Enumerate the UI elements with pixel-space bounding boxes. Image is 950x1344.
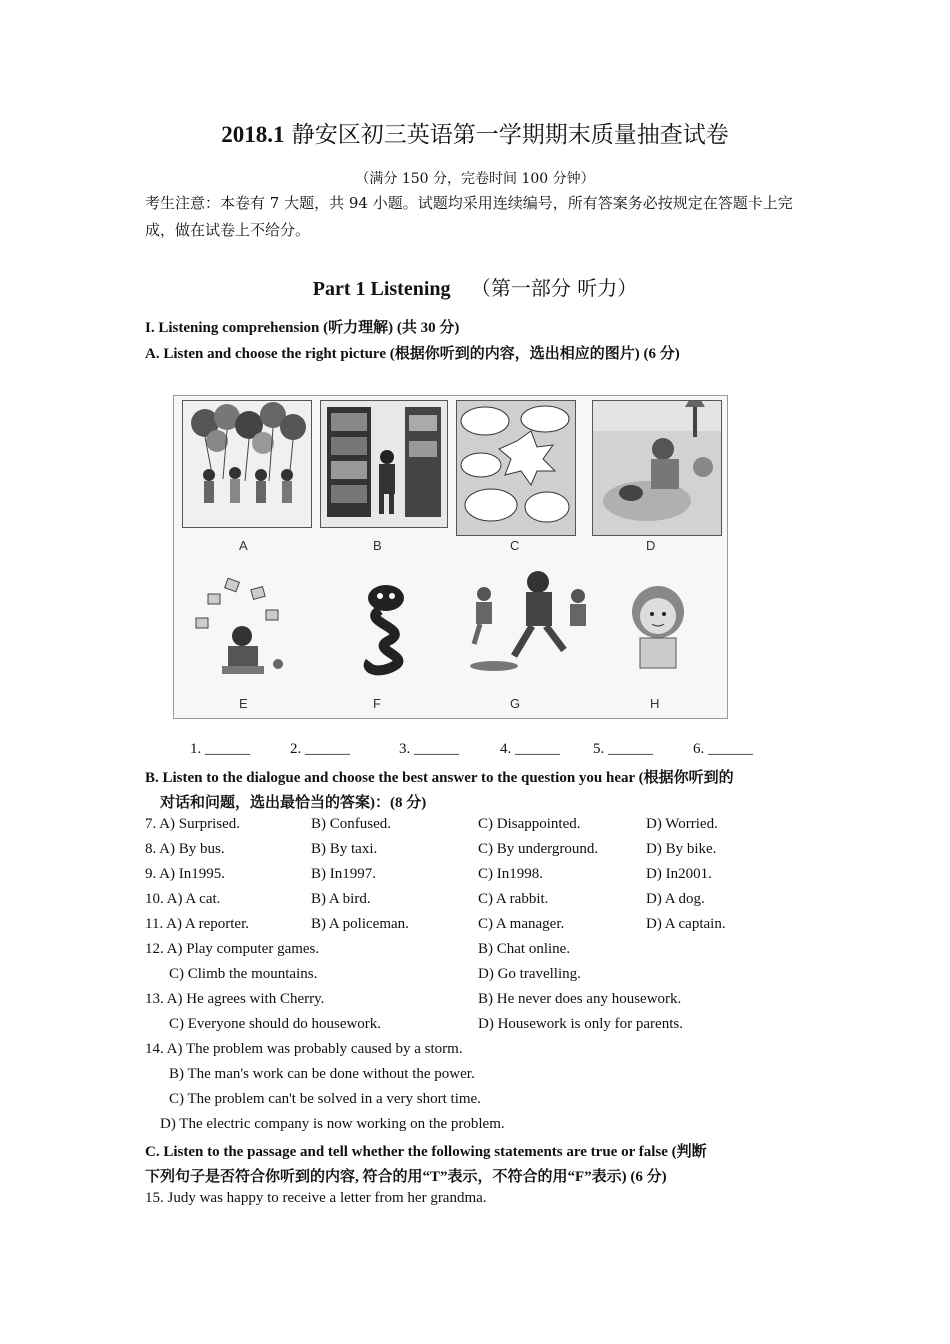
part-label: Part 1 Listening: [312, 278, 451, 300]
q9-option-b: B) In1997.: [311, 866, 376, 882]
picture-label-h: H: [650, 696, 660, 711]
q11-option-b: B) A policeman.: [311, 916, 409, 932]
picture-label-f: F: [373, 696, 381, 711]
q10-option-b: B) A bird.: [311, 891, 371, 907]
q11-option-c: C) A manager.: [478, 916, 565, 932]
child-with-dog-illustration: [593, 401, 721, 535]
picture-b: [320, 400, 448, 528]
picture-label-c: C: [510, 538, 520, 553]
section-c-heading-2: 下列句子是否符合你听到的内容, 符合的用“T”表示，不符合的用“F”表示) (6 分): [145, 1169, 667, 1185]
exam-notice: 考生注意：本卷有 7 大题，共 94 小题。试题均采用连续编号，所有答案务必按规定在答题卡上完成，做在试卷上不给分。: [145, 194, 793, 239]
picture-label-d: D: [646, 538, 656, 553]
q14-option-d: D) The electric company is now working on the problem.: [160, 1116, 505, 1132]
picture-e: [182, 574, 302, 690]
q10-option-d: D) A dog.: [646, 891, 705, 907]
blank-3[interactable]: 3. ______: [399, 741, 459, 757]
picture-label-a: A: [239, 538, 248, 553]
picture-g: [454, 564, 594, 676]
q7-option-b: B) Confused.: [311, 816, 391, 832]
q12-option-a: 12. A) Play computer games.: [145, 941, 320, 957]
section-b-heading-1: B. Listen to the dialogue and choose the best answer to the question you hear (根据你听到的: [145, 770, 734, 786]
q14-option-a: 14. A) The problem was probably caused by a storm.: [145, 1041, 463, 1057]
picture-a: [182, 400, 312, 528]
q11-option-d: D) A captain.: [646, 916, 726, 932]
q7-option-a: 7. A) Surprised.: [145, 816, 240, 832]
q14-option-b: B) The man's work can be done without the power.: [169, 1066, 475, 1082]
q9-option-a: 9. A) In1995.: [145, 866, 225, 882]
flying-papers-illustration: [182, 574, 302, 690]
picture-label-e: E: [239, 696, 248, 711]
exam-title: [0, 116, 950, 149]
picture-panel: [173, 395, 728, 719]
picture-label-g: G: [510, 696, 521, 711]
blank-6[interactable]: 6. ______: [693, 741, 753, 757]
q8-option-c: C) By underground.: [478, 841, 599, 857]
comic-bubbles-illustration: [457, 401, 575, 535]
blank-4[interactable]: 4. ______: [500, 741, 560, 757]
bookshelf-illustration: [321, 401, 447, 527]
picture-h: [614, 578, 700, 676]
section-1-heading: I. Listening comprehension (听力理解) (共 30 分): [145, 320, 460, 336]
q13-option-a: 13. A) He agrees with Cherry.: [145, 991, 325, 1007]
q13-option-c: C) Everyone should do housework.: [169, 1016, 382, 1032]
picture-label-b: B: [373, 538, 382, 553]
section-a-heading: A. Listen and choose the right picture (根据你听到的内容，选出相应的图片) (6 分): [145, 346, 680, 362]
picture-d: [592, 400, 722, 536]
running-men-illustration: [454, 564, 594, 676]
q12-option-b: B) Chat online.: [478, 941, 571, 957]
q11-option-a: 11. A) A reporter.: [145, 916, 250, 932]
exam-title-text: 静安区初三英语第一学期期末质量抽查试卷: [284, 122, 729, 148]
blank-1[interactable]: 1. ______: [190, 741, 250, 757]
q7-option-d: D) Worried.: [646, 816, 718, 832]
exam-year: 2018.1: [221, 122, 285, 147]
q12-option-c: C) Climb the mountains.: [169, 966, 318, 982]
part-heading: [0, 272, 950, 301]
snake-illustration: [350, 582, 424, 678]
picture-f: [350, 582, 424, 678]
picture-c: [456, 400, 576, 536]
part-cn: （第一部分 听力）: [470, 276, 638, 300]
q9-option-d: D) In2001.: [646, 866, 712, 882]
q10-option-c: C) A rabbit.: [478, 891, 549, 907]
blank-5[interactable]: 5. ______: [593, 741, 653, 757]
q10-option-a: 10. A) A cat.: [145, 891, 221, 907]
q13-option-b: B) He never does any housework.: [478, 991, 682, 1007]
section-b-heading-2: 对话和问题，选出最恰当的答案)：(8 分): [160, 795, 427, 811]
q12-option-d: D) Go travelling.: [478, 966, 581, 982]
balloons-illustration: [183, 401, 311, 527]
section-c-heading-1: C. Listen to the passage and tell whether the following statements are true or false (判断: [145, 1144, 707, 1160]
q13-option-d: D) Housework is only for parents.: [478, 1016, 683, 1032]
q9-option-c: C) In1998.: [478, 866, 543, 882]
q7-option-c: C) Disappointed.: [478, 816, 581, 832]
q14-option-c: C) The problem can't be solved in a very short time.: [169, 1091, 481, 1107]
exam-subtitle: （满分 150 分，完卷时间 100 分钟）: [355, 171, 595, 187]
q8-option-b: B) By taxi.: [311, 841, 378, 857]
blank-2[interactable]: 2. ______: [290, 741, 350, 757]
girl-illustration: [614, 578, 700, 676]
q8-option-a: 8. A) By bus.: [145, 841, 225, 857]
question-15: 15. Judy was happy to receive a letter from her grandma.: [145, 1190, 487, 1206]
q8-option-d: D) By bike.: [646, 841, 717, 857]
